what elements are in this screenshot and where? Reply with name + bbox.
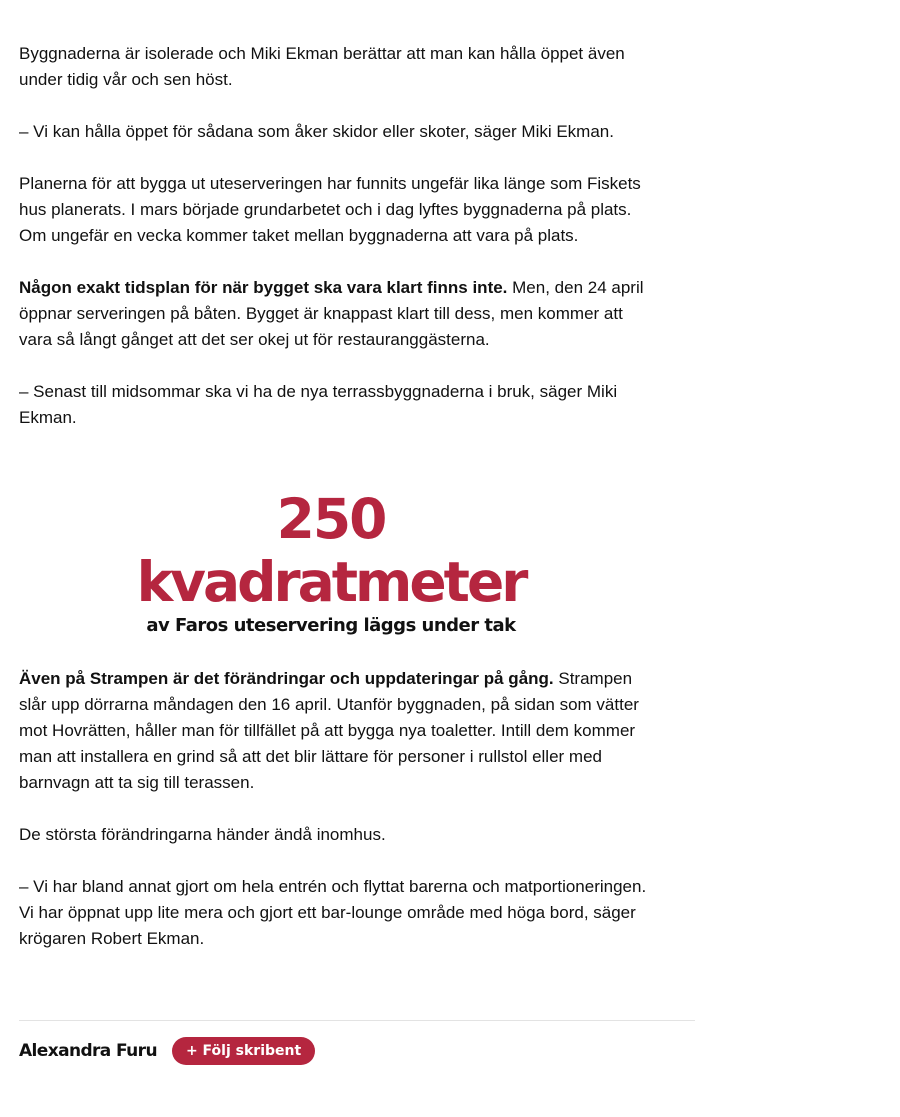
paragraph-text: Men, den 24 april öppnar serveringen på båten. Bygget är knappast klart till dess, men kommer att vara så långt gånget att det ser okej ut för restauranggästerna. [19,278,644,349]
byline-divider [19,1020,695,1021]
paragraph: De största förändringarna händer ändå inomhus. [19,825,386,844]
fact-unit: kvadratmeter [136,550,526,614]
author-name[interactable]: Alexandra Furu [19,1041,157,1061]
paragraph: Planerna för att bygga ut uteserveringen har funnits ungefär lika länge som Fiskets hus planerats. I mars började grundarbetet och i dag lyftes byggnaderna på plats. Om ungefär en vecka kommer taket mellan byggnaderna att vara på plats. [19,174,641,245]
byline [19,1036,315,1066]
quote-paragraph: – Senast till midsommar ska vi ha de nya terrassbyggnaderna i bruk, säger Miki Ekman. [19,382,618,427]
paragraph [19,666,659,796]
article-body-bottom [19,666,659,978]
quote-paragraph: – Vi kan hålla öppet för sådana som åker skidor eller skoter, säger Miki Ekman. [19,122,614,141]
fact-number: 250 [276,487,386,551]
paragraph-text: Strampen slår upp dörrarna måndagen den 16 april. Utanför byggnaden, på sidan som vätter mot Hovrätten, håller man för tillfället på att bygga nya toaletter. Intill dem kommer man att installera en grind så att det blir lättare för personer i rullstol eller med barnvagn att ta sig till terassen. [19,669,639,792]
paragraph-lead-bold: Någon exakt tidsplan för när bygget ska vara klart finns inte. [19,278,508,297]
fact-box [19,488,643,638]
paragraph-lead-bold: Även på Strampen är det förändringar och uppdateringar på gång. [19,669,554,688]
fact-caption: av Faros uteservering läggs under tak [146,615,516,636]
paragraph [19,275,659,353]
follow-author-button[interactable]: + Följ skribent [172,1037,315,1065]
quote-paragraph: – Vi har bland annat gjort om hela entrén och flyttat barerna och matportioneringen. Vi har öppnat upp lite mera och gjort ett bar-lounge område med höga bord, säger krögaren Robert Ekman. [19,877,647,948]
article-body-top [19,41,659,457]
paragraph: Byggnaderna är isolerade och Miki Ekman berättar att man kan hålla öppet även under tidig vår och sen höst. [19,44,625,89]
